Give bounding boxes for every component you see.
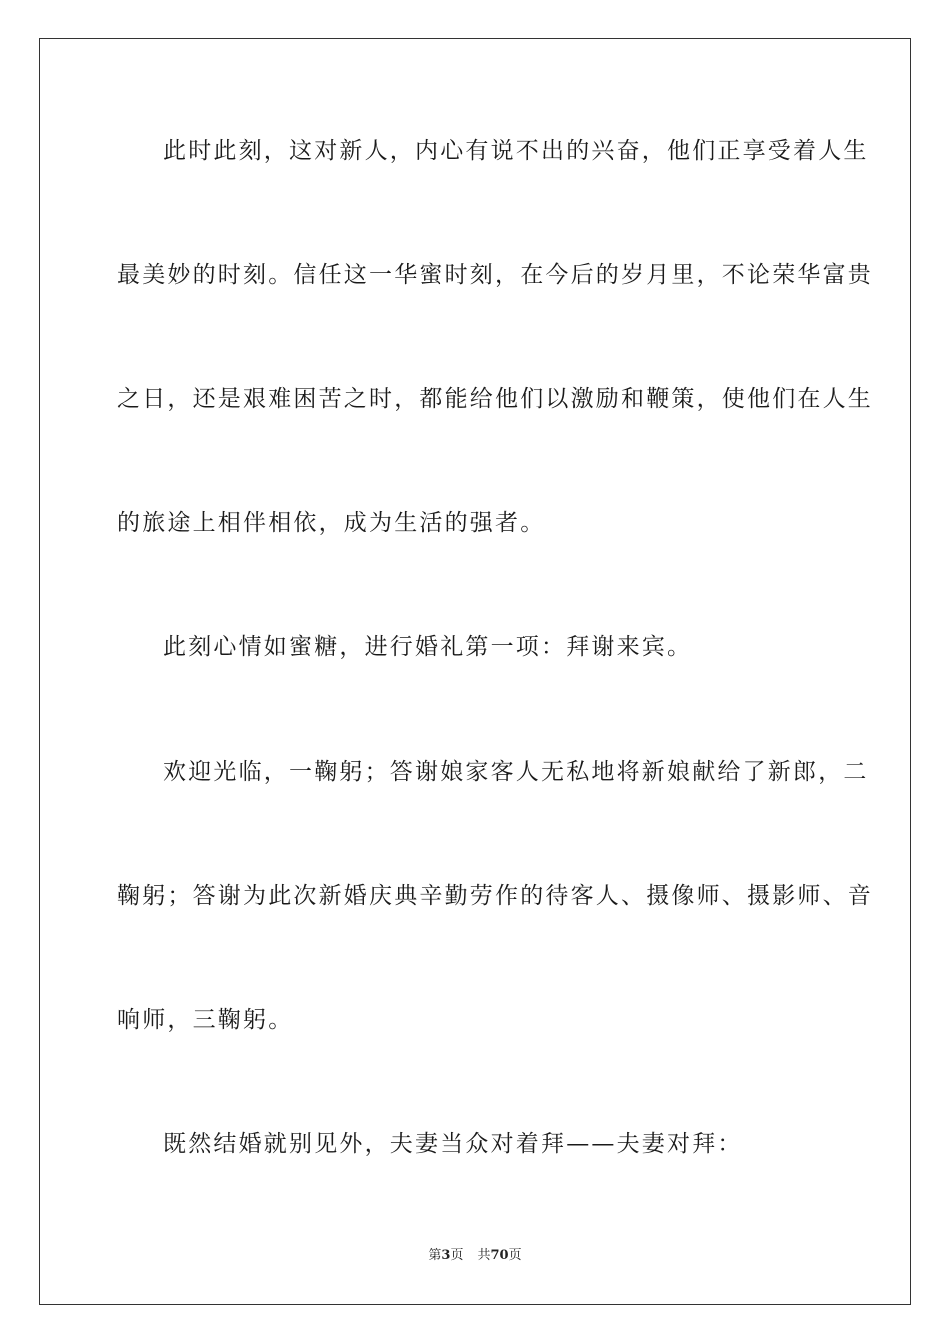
paragraph-line: 之日，还是艰难困苦之时，都能给他们以激励和鞭策，使他们在人生 (117, 386, 873, 412)
paragraph-line: 此刻心情如蜜糖，进行婚礼第一项：拜谢来宾。 (163, 634, 693, 660)
paragraph-line: 此时此刻，这对新人，内心有说不出的兴奋，他们正享受着人生 (163, 138, 869, 164)
total-suffix: 页 (508, 1248, 522, 1263)
page-suffix: 页 (450, 1248, 464, 1263)
page-number: 3 (441, 1248, 451, 1263)
total-pages: 70 (490, 1248, 509, 1263)
page-footer (0, 1247, 950, 1265)
paragraph-line: 响师，三鞠躬。 (117, 1007, 294, 1033)
page-border (39, 38, 911, 1305)
paragraph-line: 鞠躬；答谢为此次新婚庆典辛勤劳作的待客人、摄像师、摄影师、音 (117, 883, 873, 909)
paragraph-line: 既然结婚就别见外，夫妻当众对着拜——夫妻对拜： (163, 1131, 743, 1157)
paragraph-line: 最美妙的时刻。信任这一华蜜时刻，在今后的岁月里，不论荣华富贵 (117, 262, 873, 288)
page-prefix: 第 (428, 1248, 442, 1263)
paragraph-line: 的旅途上相伴相依，成为生活的强者。 (117, 510, 546, 536)
paragraph-line: 欢迎光临，一鞠躬；答谢娘家客人无私地将新娘献给了新郎，二 (163, 759, 869, 785)
total-prefix: 共 (477, 1248, 491, 1263)
